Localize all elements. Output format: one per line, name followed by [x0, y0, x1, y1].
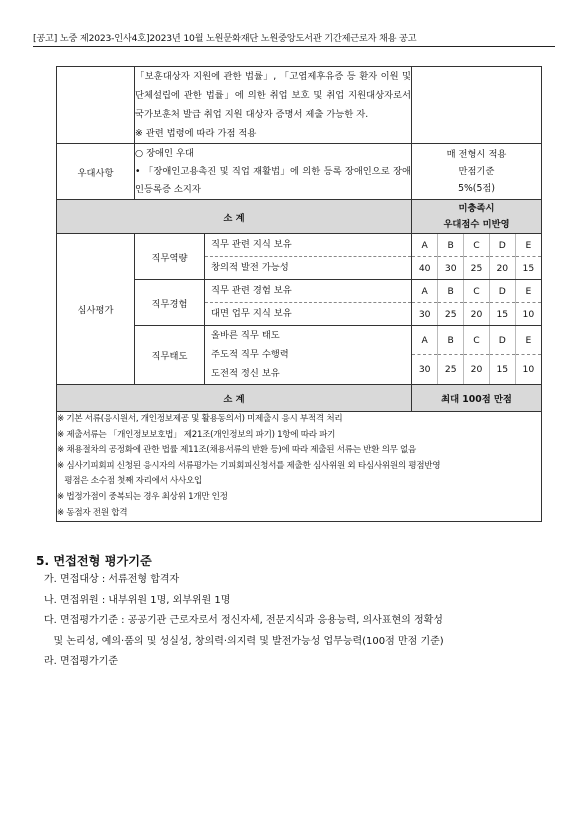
grade-letter: C [464, 326, 490, 355]
group-2-item-1: 직무 관련 경험 보유 [205, 280, 411, 303]
group-2-item-2: 대면 업무 지식 보유 [211, 308, 292, 319]
notes-cell [57, 412, 542, 522]
evaluation-table [56, 66, 542, 522]
grade-score: 30 [418, 308, 431, 320]
grade-letter: E [515, 234, 541, 257]
note-line: ※ 법정가점이 중복되는 경우 최상위 1개만 인정 [57, 491, 228, 502]
note-line: ※ 제출서류는 「개인정보보호법」 제21조(개인정보의 파기) 1항에 따라 파기 [57, 429, 336, 440]
grade-letter: C [464, 280, 490, 303]
grade-letter: B [438, 234, 464, 257]
document-header: [공고] 노중 제2023-인사4호]2023년 10월 노원문화재단 노원중앙도서관 기간제근로자 채용 공고 [33, 33, 417, 44]
grade-letter: E [515, 280, 541, 303]
section-5-title: 5. 면접전형 평가기준 [36, 554, 152, 568]
group-1-item-1: 직무 관련 지식 보유 [205, 234, 411, 257]
group-items-2 [205, 280, 412, 326]
group-grades-3 [412, 326, 542, 385]
grade-score: 30 [418, 364, 431, 375]
grade-letter: D [489, 280, 515, 303]
subtotal-row-1 [57, 200, 542, 234]
veterans-cell [135, 67, 412, 144]
grade-letter: C [464, 234, 490, 257]
grade-table-3 [412, 326, 541, 384]
grade-score: 25 [464, 257, 490, 280]
section-5-line: 가. 면접대상 : 서류전형 합격자 [44, 574, 180, 585]
preference-label: 우대사항 [57, 144, 135, 200]
section-5-line: 라. 면접평가기준 [44, 656, 118, 667]
grade-letter: D [489, 234, 515, 257]
note-line: ※ 동점자 전원 합격 [57, 507, 128, 518]
grade-letter: A [412, 280, 438, 303]
grade-score: 25 [438, 355, 464, 385]
veterans-text: 「보훈대상자 지원에 관한 법률」, 「고엽제후유증 등 환자 이원 및 단체설립에 관한 법률」에 의한 취업 보호 및 취업 지원대상자로서 국가보훈처 발급 취업 지원 대상자 증명서 제출 가능한 자. [135, 71, 412, 120]
section-5-line: 다. 면접평가기준 : 공공기관 근로자로서 정신자세, 전문지식과 응용능력, 의사표현의 정확성 [44, 615, 443, 626]
subtotal-label-1: 소 계 [57, 200, 412, 234]
preference-item-2: • 「장애인고용촉진 및 직업 재활법」에 의한 등록 장애인으로 장애인등록증 소지자 [135, 165, 412, 195]
group-name-1: 직무역량 [135, 234, 205, 280]
group-3-item-2: 주도적 직무 수행력 [211, 349, 289, 360]
group-name-3: 직무태도 [135, 326, 205, 385]
grade-score: 15 [489, 303, 515, 326]
grade-score: 20 [464, 355, 490, 385]
preference-row [57, 144, 542, 200]
section-5-line: 및 논리성, 예의·품의 및 성실성, 창의력·의지력 및 발전가능성 업무능력(100점 만점 기준) [44, 635, 444, 647]
grade-score: 15 [489, 355, 515, 385]
preference-content [135, 144, 412, 200]
group-grades-2 [412, 280, 542, 326]
note-line: ※ 기본 서류(응시원서, 개인정보제공 및 활용동의서) 미제출시 응시 부적격 처리 [57, 414, 343, 424]
section-5-body [44, 570, 549, 673]
subtotal-note-2: 최대 100점 만점 [412, 385, 542, 412]
grade-score: 20 [464, 303, 490, 326]
grade-score: 10 [515, 355, 541, 385]
note-line: 평점은 소수점 첫째 자리에서 사사오입 [57, 476, 203, 487]
grade-letter: B [438, 280, 464, 303]
veterans-row [57, 67, 542, 144]
grade-score: 20 [489, 257, 515, 280]
preference-rule-2: 만점기준 [458, 166, 495, 177]
preference-item-1: ○ 장애인 우대 [135, 147, 194, 159]
grade-score: 30 [438, 257, 464, 280]
section-5-line: 나. 면접위원 : 내부위원 1명, 외부위원 1명 [44, 594, 231, 606]
group-items-1 [205, 234, 412, 280]
grade-score: 25 [438, 303, 464, 326]
subtotal-row-2 [57, 385, 542, 412]
grade-letter: A [412, 234, 438, 257]
preference-rule [412, 144, 542, 200]
subtotal-note-1b: 우대점수 미반영 [443, 218, 510, 230]
subtotal-note-1 [412, 200, 542, 234]
note-line: ※ 채용절차의 공정화에 관한 법률 제11조(채용서류의 반환 등)에 따라 제출된 서류는 반환 의무 없음 [57, 445, 417, 456]
grade-letter: E [515, 326, 541, 355]
group-name-2: 직무경험 [135, 280, 205, 326]
grade-letter: B [438, 326, 464, 355]
group-grades-1 [412, 234, 542, 280]
review-group-row-1 [57, 234, 542, 280]
grade-letter: D [489, 326, 515, 355]
subtotal-label-2: 소 계 [57, 385, 412, 412]
review-label: 심사평가 [57, 234, 135, 385]
header-rule [33, 46, 555, 47]
preference-rule-1: 매 전형시 적용 [446, 149, 507, 160]
grade-letter: A [412, 326, 438, 355]
grade-table-1 [412, 234, 541, 279]
grade-table-2 [412, 280, 541, 325]
subtotal-note-1a: 미충족시 [458, 202, 495, 214]
group-3-item-1: 올바른 직무 태도 [211, 330, 280, 341]
grade-score: 15 [515, 257, 541, 280]
note-line: ※ 심사기피회피 신청된 응시자의 서류평가는 기피회피신청서를 제출한 심사위원 외 타심사위원의 평점반영 [57, 460, 441, 471]
notes-row [57, 412, 542, 522]
group-items-3 [205, 326, 412, 385]
preference-rule-3: 5%(5점) [458, 183, 495, 194]
group-1-item-2: 창의적 발전 가능성 [211, 262, 289, 273]
veterans-note: ※ 관련 법령에 따라 가점 적용 [135, 128, 257, 139]
group-3-item-3: 도전적 정신 보유 [211, 368, 280, 379]
grade-score: 40 [418, 262, 431, 274]
grade-score: 10 [515, 303, 541, 326]
